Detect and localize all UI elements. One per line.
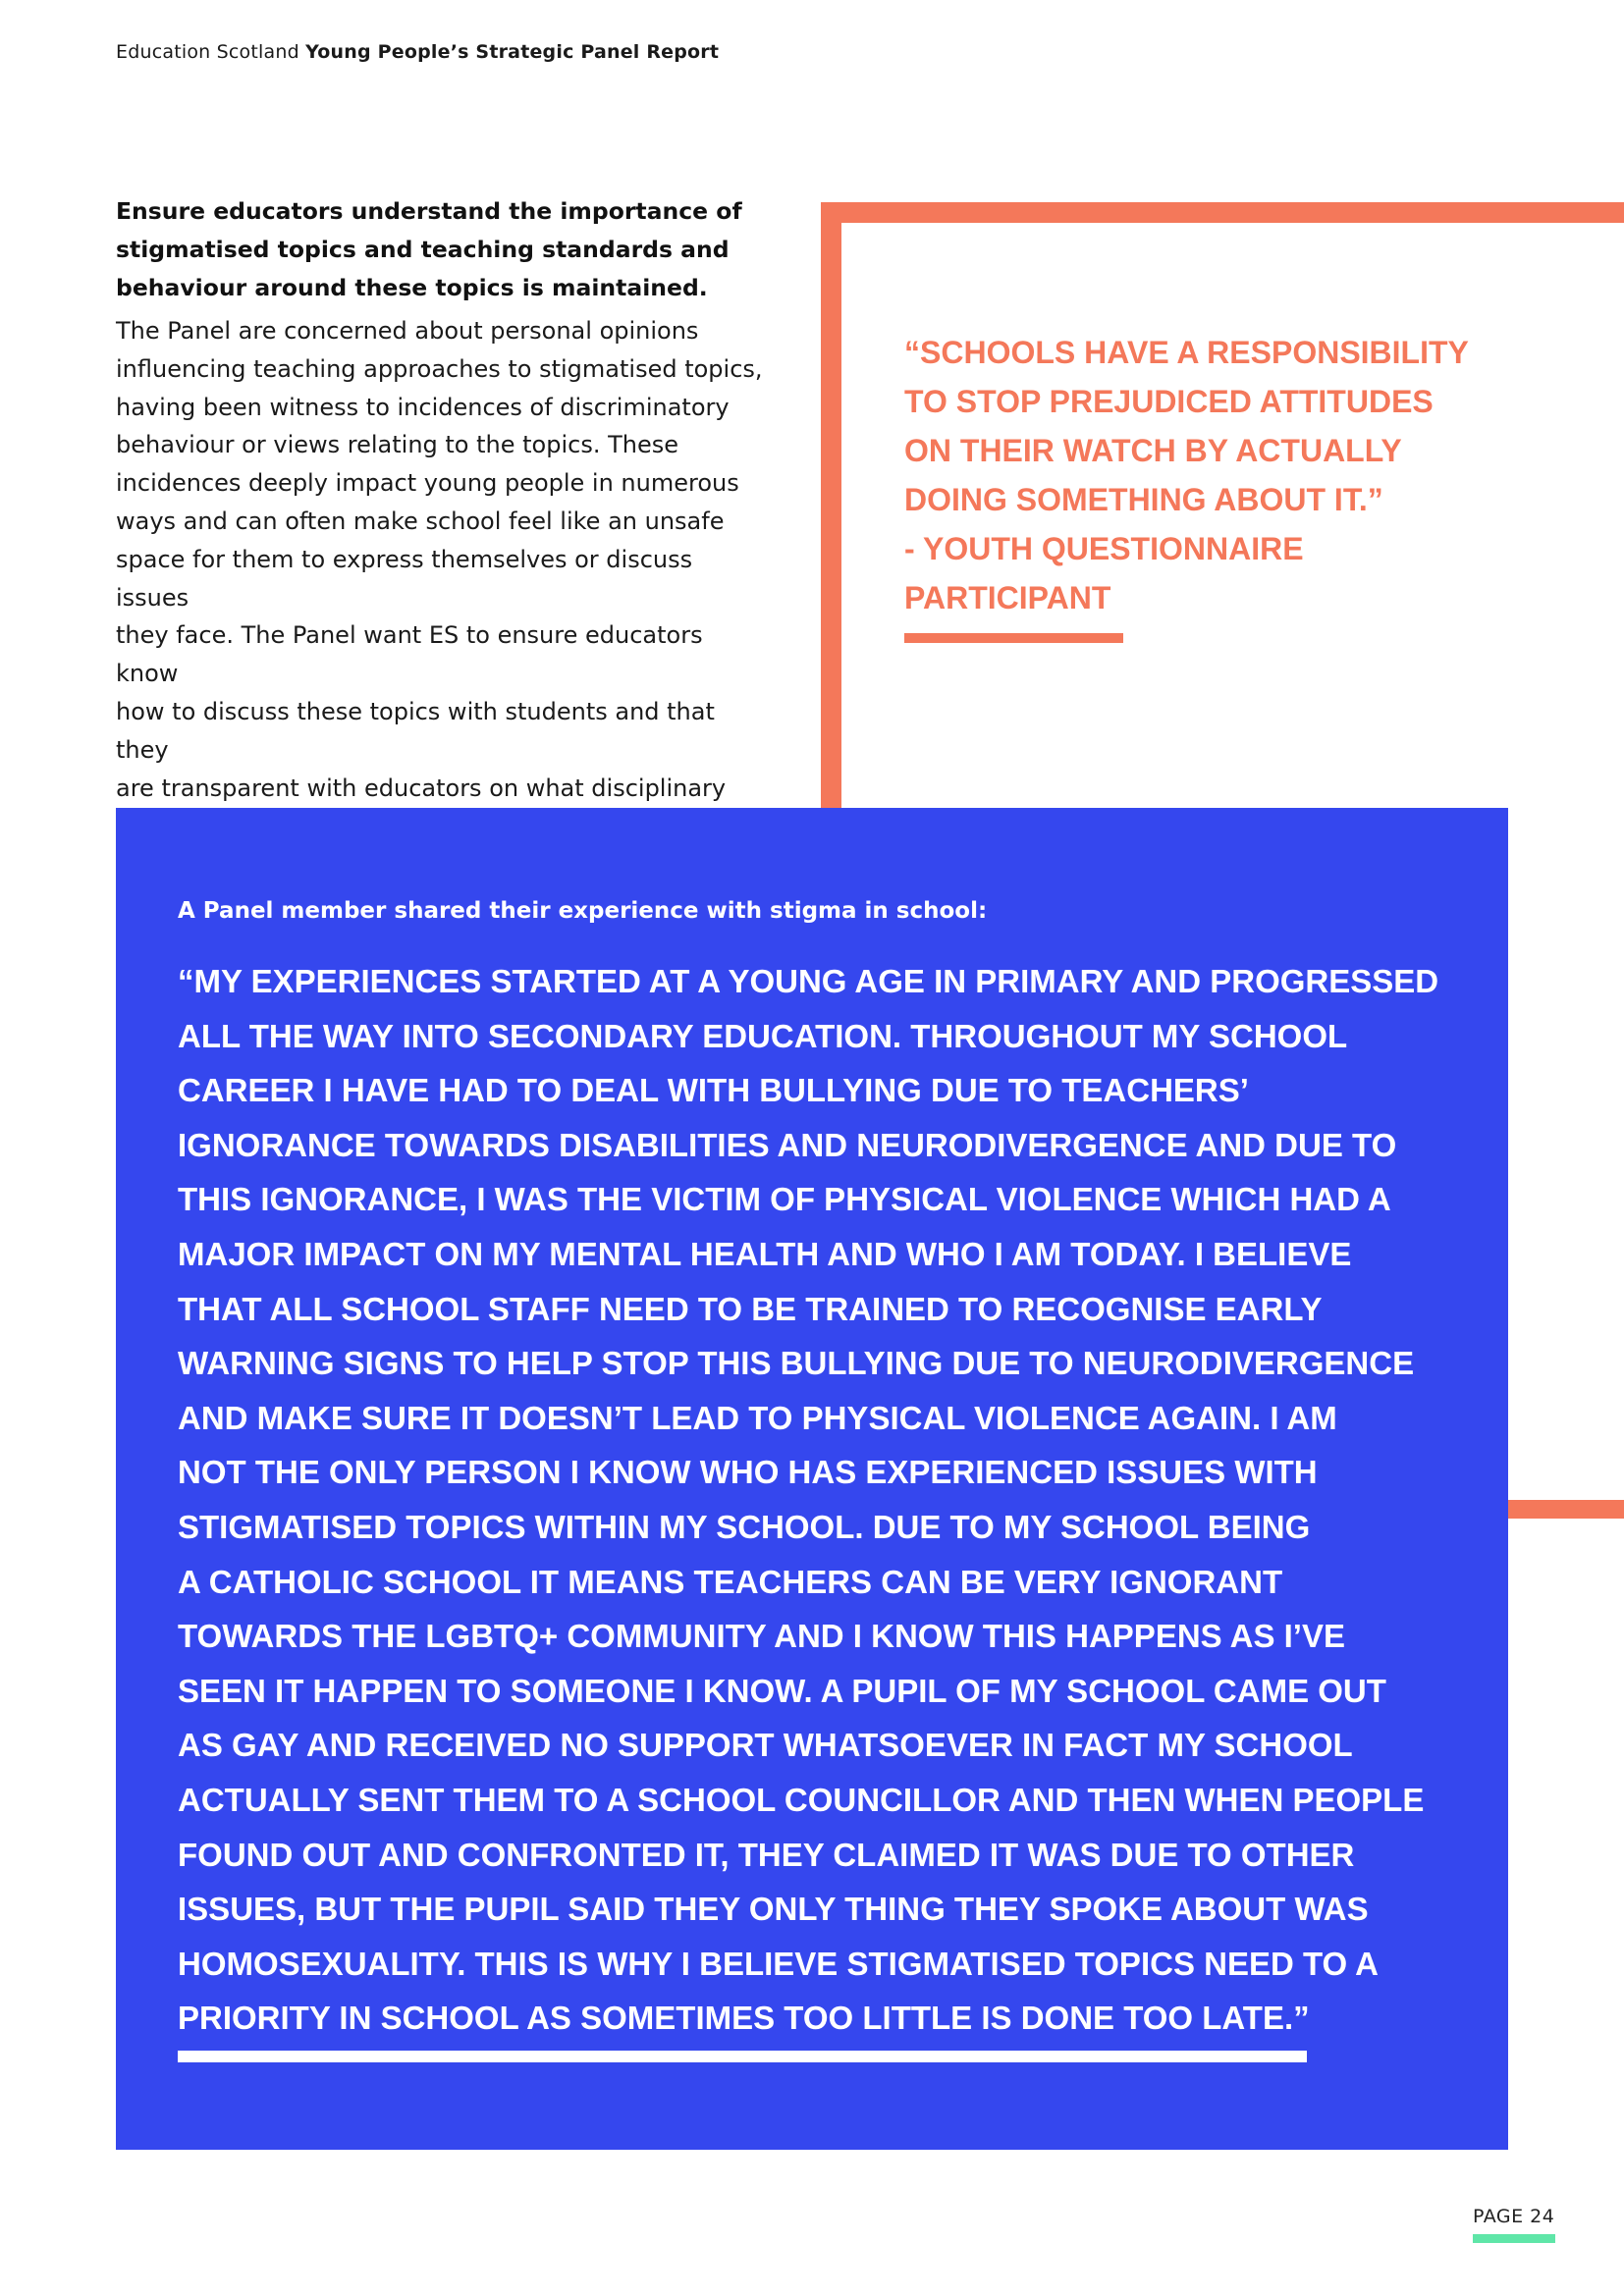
testimonial-line: STIGMATISED TOPICS WITHIN MY SCHOOL. DUE TO MY SCHOOL BEING <box>178 1508 1311 1545</box>
testimonial-line: THIS IGNORANCE, I WAS THE VICTIM OF PHYSICAL VIOLENCE WHICH HAD A <box>178 1181 1391 1218</box>
testimonial-line: NOT THE ONLY PERSON I KNOW WHO HAS EXPERIENCED ISSUES WITH <box>178 1454 1318 1491</box>
testimonial-line: ALL THE WAY INTO SECONDARY EDUCATION. THROUGHOUT MY SCHOOL <box>178 1017 1348 1054</box>
testimonial-line: WARNING SIGNS TO HELP STOP THIS BULLYING DUE TO NEURODIVERGENCE <box>178 1345 1415 1382</box>
testimonial-line: AS GAY AND RECEIVED NO SUPPORT WHATSOEVER IN FACT MY SCHOOL <box>178 1727 1353 1764</box>
testimonial-line: TOWARDS THE LGBTQ+ COMMUNITY AND I KNOW THIS HAPPENS AS I’VE <box>178 1618 1345 1655</box>
testimonial-line: THAT ALL SCHOOL STAFF NEED TO BE TRAINED TO RECOGNISE EARLY <box>178 1290 1323 1327</box>
testimonial-line: FOUND OUT AND CONFRONTED IT, THEY CLAIMED IT WAS DUE TO OTHER <box>178 1836 1355 1873</box>
testimonial-line: ACTUALLY SENT THEM TO A SCHOOL COUNCILLOR AND THEN WHEN PEOPLE <box>178 1781 1425 1818</box>
testimonial-line: IGNORANCE TOWARDS DISABILITIES AND NEURODIVERGENCE AND DUE TO <box>178 1126 1397 1163</box>
pull-quote-line: “SCHOOLS HAVE A RESPONSIBILITY <box>904 335 1469 370</box>
frame-accent-bar <box>1506 1500 1624 1519</box>
page-number-underline <box>1473 2234 1555 2243</box>
testimonial-line: ISSUES, BUT THE PUPIL SAID THEY ONLY THING THEY SPOKE ABOUT WAS <box>178 1891 1369 1928</box>
pull-quote-underline <box>904 633 1123 643</box>
testimonial-line: PRIORITY IN SCHOOL AS SOMETIMES TOO LITTLE IS DONE TOO LATE.” <box>178 2000 1310 2037</box>
pull-quote-attribution: PARTICIPANT <box>904 580 1111 615</box>
testimonial-panel <box>116 808 1508 2150</box>
running-header <box>116 41 719 63</box>
testimonial-underline <box>178 2051 1307 2062</box>
pull-quote-line: DOING SOMETHING ABOUT IT.” <box>904 482 1383 517</box>
section-body: The Panel are concerned about personal opinions influencing teaching approaches to stigmatised topics, having been witness to incidences of discriminatory behaviour or views relating to the topics. These incidences deeply impact young people in numerous ways and can often make school feel like an unsafe space for them to express themselves or discuss issues they face. The Panel want ES to ensure educators know how to discuss these topics with students and that they are transparent with educators on what disciplinary <box>116 317 763 802</box>
testimonial-line: “MY EXPERIENCES STARTED AT A YOUNG AGE IN PRIMARY AND PROGRESSED <box>178 963 1439 999</box>
testimonial-line: AND MAKE SURE IT DOESN’T LEAD TO PHYSICAL VIOLENCE AGAIN. I AM <box>178 1399 1337 1436</box>
pull-quote-line: ON THEIR WATCH BY ACTUALLY <box>904 433 1402 468</box>
testimonial-line: MAJOR IMPACT ON MY MENTAL HEALTH AND WHO I AM TODAY. I BELIEVE <box>178 1235 1352 1272</box>
pull-quote-attribution: - YOUTH QUESTIONNAIRE <box>904 531 1304 566</box>
testimonial-quote <box>178 954 1484 2046</box>
pull-quote <box>904 328 1592 622</box>
testimonial-line: CAREER I HAVE HAD TO DEAL WITH BULLYING DUE TO TEACHERS’ <box>178 1072 1249 1109</box>
header-org: Education Scotland <box>116 41 299 63</box>
section-heading: Ensure educators understand the importance of stigmatised topics and teaching standards and behaviour around these topics is maintained. <box>116 197 742 301</box>
header-report-title: Young People’s Strategic Panel Report <box>305 41 720 63</box>
pull-quote-line: TO STOP PREJUDICED ATTITUDES <box>904 384 1434 419</box>
page-number: PAGE 24 <box>1473 2206 1555 2227</box>
testimonial-line: HOMOSEXUALITY. THIS IS WHY I BELIEVE STIGMATISED TOPICS NEED TO A <box>178 1945 1379 1982</box>
testimonial-line: SEEN IT HAPPEN TO SOMEONE I KNOW. A PUPIL OF MY SCHOOL CAME OUT <box>178 1672 1386 1709</box>
testimonial-intro: A Panel member shared their experience with stigma in school: <box>178 898 988 924</box>
testimonial-line: A CATHOLIC SCHOOL IT MEANS TEACHERS CAN BE VERY IGNORANT <box>178 1563 1283 1600</box>
